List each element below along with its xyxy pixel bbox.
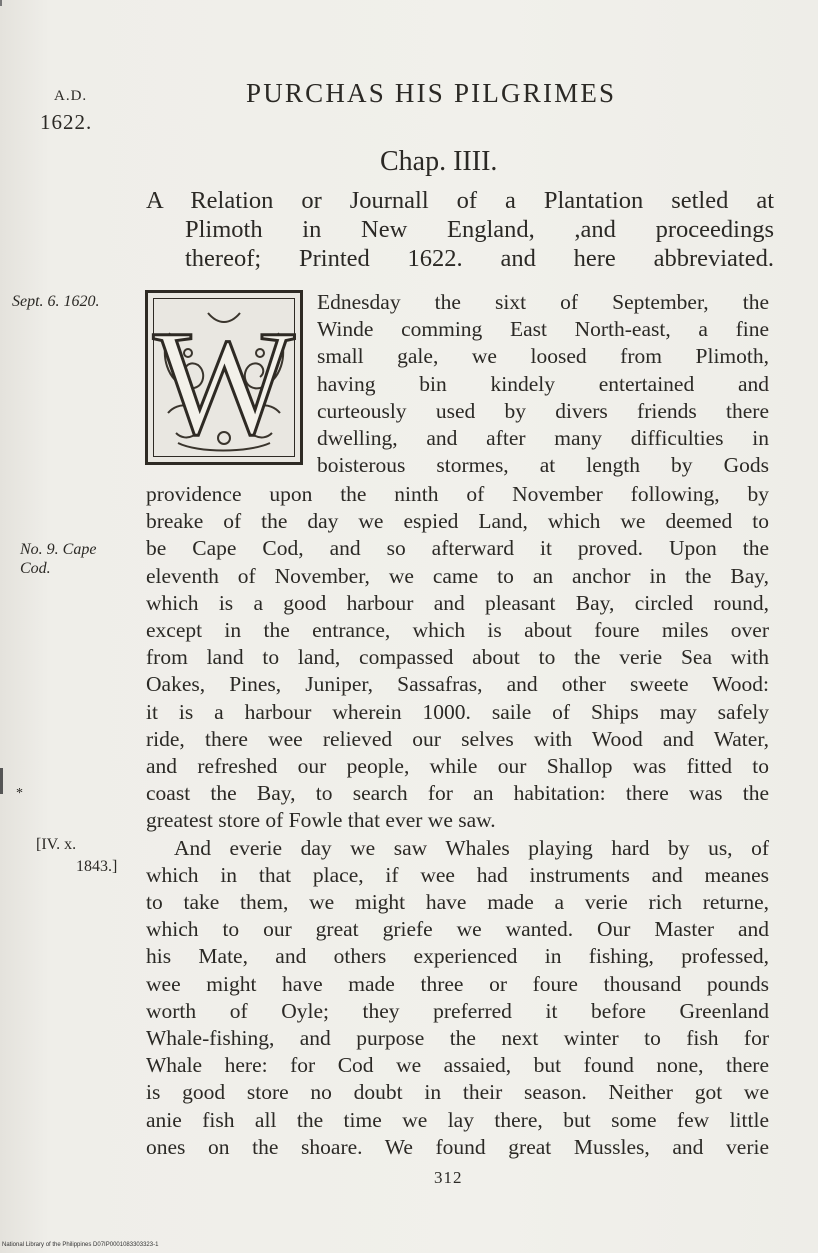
text-line: which is a good harbour and pleasant Bay, circled round,: [146, 590, 769, 615]
text-line: Winde comming East North-east, a fine: [317, 317, 769, 342]
text-line: dwelling, and after many difficulties in: [317, 426, 769, 451]
text-line: ones on the shoare. We found great Mussles, and verie: [146, 1134, 769, 1159]
text-line: Whale-fishing, and purpose the next winter to fish for: [146, 1026, 769, 1051]
year-label: 1622.: [40, 110, 93, 134]
margin-tick: [0, 768, 3, 794]
chapter-heading: [146, 186, 774, 273]
text-line: which to our great griefe we wanted. Our Master and: [146, 917, 769, 942]
text-line: is good store no doubt in their season. Neither got we: [146, 1080, 769, 1105]
text-line: from land to land, compassed about to the verie Sea with: [146, 645, 769, 670]
paragraph-1: [146, 481, 769, 1161]
text-line: to take them, we might have made a verie rich returne,: [146, 890, 769, 915]
text-line: wee might have made three or foure thousand pounds: [146, 971, 769, 996]
running-title: PURCHAS HIS PILGRIMES: [246, 78, 617, 108]
text-line: Whale here: for Cod we assaied, but found none, there: [146, 1053, 769, 1078]
ornamental-initial: [145, 290, 303, 465]
margin-note-cape: No. 9. Cape: [20, 541, 97, 558]
margin-note-date: Sept. 6. 1620.: [12, 293, 100, 310]
text-line: small gale, we loosed from Plimoth,: [317, 344, 769, 369]
text-line: anie fish all the time we lay there, but some few little: [146, 1107, 769, 1132]
text-line: providence upon the ninth of November following, by: [146, 482, 769, 506]
initial-letter: W: [153, 300, 295, 462]
text-line: except in the entrance, which is about foure miles over: [146, 618, 769, 643]
text-line: Oakes, Pines, Juniper, Sassafras, and other sweete Wood:: [146, 672, 769, 697]
initial-ornament: [148, 293, 300, 462]
text-line: eleventh of November, we came to an anchor in the Bay,: [146, 563, 769, 588]
text-line: it is a harbour wherein 1000. saile of Ships may safely: [146, 699, 769, 724]
heading-line: Plimoth in New England, ,and proceedings: [185, 216, 774, 243]
text-line: which in that place, if wee had instruments and meanes: [146, 862, 769, 887]
heading-line: A Relation or Journall of a Plantation setled at: [146, 187, 774, 214]
date-label: A.D.: [54, 88, 88, 104]
heading-line: thereof; Printed 1622. and here abbreviated.: [185, 245, 774, 272]
dropcap-paragraph: [317, 289, 769, 479]
edge-mark: [0, 0, 2, 6]
text-line: And everie day we saw Whales playing hard by us, of: [174, 835, 769, 860]
text-line: coast the Bay, to search for an habitation: there was the: [146, 781, 769, 806]
text-line: his Mate, and others experienced in fishing, professed,: [146, 944, 769, 969]
chapter-number: Chap. IIII.: [380, 146, 498, 177]
page-number: 312: [434, 1168, 463, 1187]
text-line: having bin kindely entertained and: [317, 371, 769, 396]
footer-credit: National Library of the Philippines D07IP0001083303323-1: [2, 1242, 159, 1248]
margin-asterisk: *: [16, 786, 23, 801]
text-line: and refreshed our people, while our Shallop was fitted to: [146, 754, 769, 779]
text-line: be Cape Cod, and so afterward it proved. Upon the: [146, 536, 769, 561]
margin-note-cape: Cod.: [20, 560, 51, 577]
text-line: ride, there wee relieved our selves with Wood and Water,: [146, 726, 769, 751]
text-line: breake of the day we espied Land, which we deemed to: [146, 509, 769, 534]
text-line: greatest store of Fowle that ever we saw.: [146, 808, 496, 833]
text-line: boisterous stormes, at length by Gods: [317, 453, 769, 478]
text-line: Ednesday the sixt of September, the: [317, 290, 769, 314]
margin-note-ref: [IV. x.: [36, 836, 77, 853]
margin-note-ref: 1843.]: [76, 858, 118, 875]
text-line: curteously used by divers friends there: [317, 398, 769, 423]
text-line: worth of Oyle; they preferred it before Greenland: [146, 998, 769, 1023]
